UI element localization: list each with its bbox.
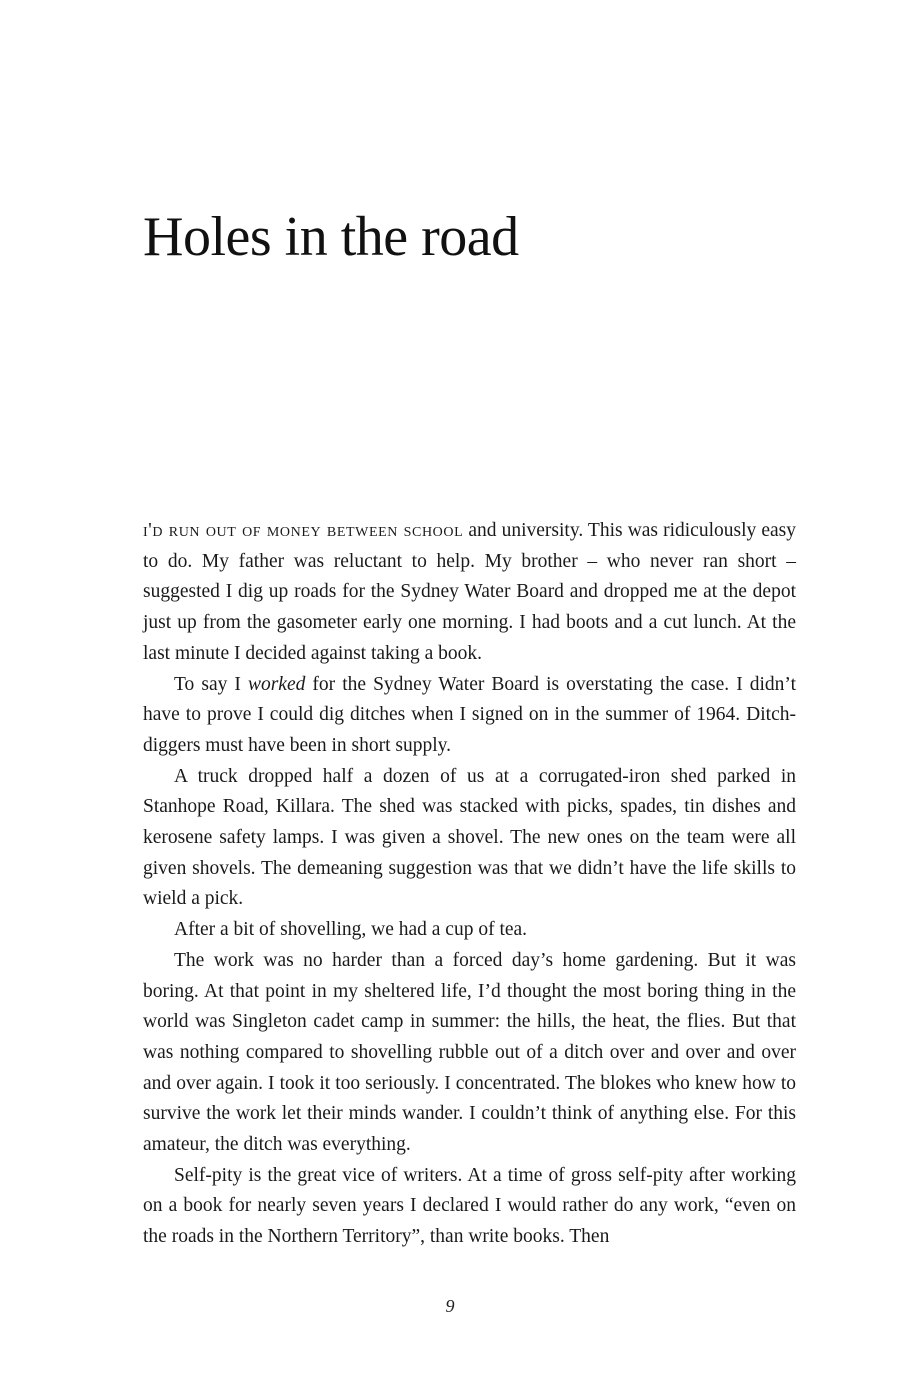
page-number: 9 — [445, 1296, 455, 1316]
paragraph-text: To say I — [174, 673, 248, 695]
paragraph-text: Self-pity is the great vice of writers. At a time of gross self-pity after working on a book for nearly seven years I declared I would rather do any work, “even on the roads in the Northern Territory”, than write books. Then — [143, 1164, 796, 1248]
paragraph — [143, 915, 796, 946]
paragraph — [143, 762, 796, 916]
paragraph — [143, 670, 796, 762]
paragraph — [143, 946, 796, 1161]
paragraph — [143, 516, 796, 670]
chapter-title: Holes in the road — [143, 206, 519, 268]
paragraph-text: The work was no harder than a forced day’s home gardening. But it was boring. At that point in my sheltered life, I’d thought the most boring thing in the world was Singleton cadet camp in summer: the hills, the heat, the flies. But that was nothing compared to shovelling rubble out of a ditch over and over and over and over again. I took it too seriously. I concentrated. The blokes who knew how to survive the work let their minds wander. I couldn’t think of anything else. For this amateur, the ditch was everything. — [143, 949, 796, 1156]
paragraph-text: for the Sydney Water Board is overstating the case. I didn’t have to prove I could dig ditches when I signed on in the summer of 1964. Ditch-diggers must have been in short supply. — [143, 673, 796, 756]
emphasis-text: worked — [247, 673, 306, 695]
paragraph-text: and university. This was ridiculously easy to do. My father was reluctant to help. My brother – who never ran short – suggested I dig up roads for the Sydney Water Board and dropped me at the depot just up from the gasometer early one morning. I had boots and a cut lunch. At the last minute I decided against taking a book. — [143, 520, 796, 664]
paragraph-text: After a bit of shovelling, we had a cup of tea. — [174, 919, 528, 941]
paragraph-text: A truck dropped half a dozen of us at a corrugated-iron shed parked in Stanhope Road, Killara. The shed was stacked with picks, spades, tin dishes and kerosene safety lamps. I was given a shovel. The new ones on the team were all given shovels. The demeaning suggestion was that we didn’t have the life skills to wield a pick. — [143, 765, 796, 910]
body-text — [143, 516, 796, 1253]
paragraph — [143, 1161, 796, 1253]
lead-in-smallcaps: i'd run out of money between school — [143, 520, 464, 541]
